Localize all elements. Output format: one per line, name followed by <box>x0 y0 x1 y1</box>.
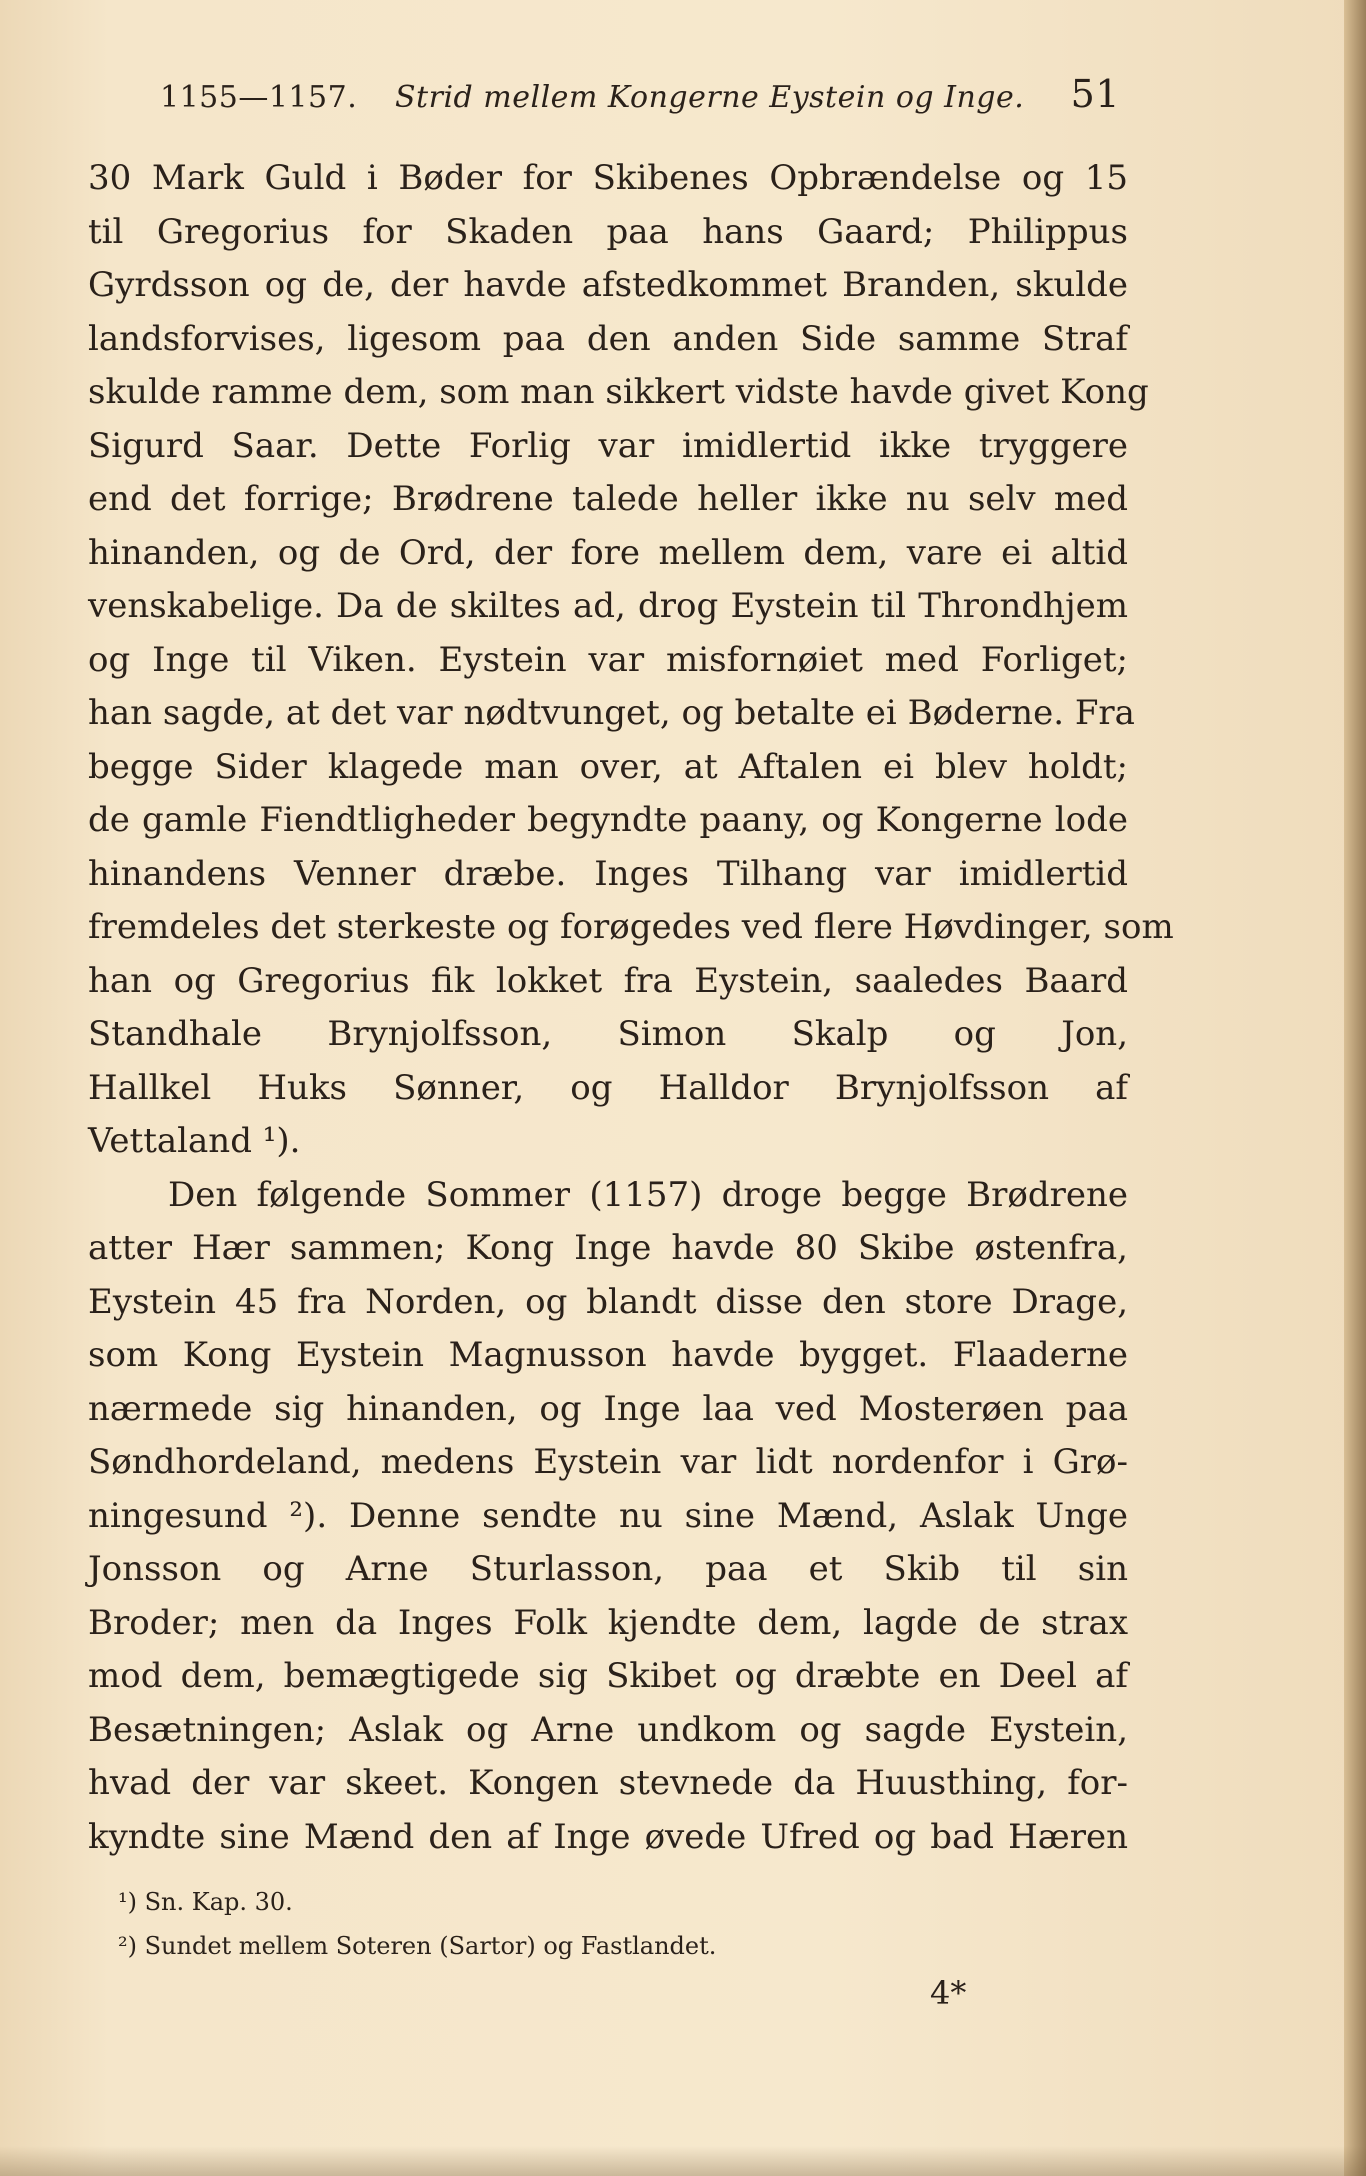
text-line: til Gregorius for Skaden paa hans Gaard; Philippus <box>88 211 1128 252</box>
text-line: Jonsson og Arne Sturlasson, paa et Skib til sin <box>88 1549 1128 1589</box>
text-line: fremdeles det sterkeste og forøgedes ved flere Høvdinger, som <box>88 907 1174 947</box>
page-bottom-shadow <box>0 2146 1366 2176</box>
running-header <box>160 72 1120 122</box>
text-line-paragraph-start: Den følgende Sommer (1157) droge begge Brødrene <box>168 1174 1128 1215</box>
text-line: mod dem, bemægtigede sig Skibet og dræbte en Deel af <box>88 1656 1128 1696</box>
body-text <box>88 152 1174 1864</box>
text-line: Sigurd Saar. Dette Forlig var imidlertid ikke tryggere <box>88 425 1128 466</box>
text-line: Gyrdsson og de, der havde afstedkommet Branden, skulde <box>88 265 1128 305</box>
text-line: Eystein 45 fra Norden, og blandt disse den store Drage, <box>88 1281 1128 1322</box>
text-line: skulde ramme dem, som man sikkert vidste havde givet Kong <box>88 372 1149 412</box>
footnote-1: ¹) Sn. Kap. 30. <box>118 1888 293 1916</box>
text-line: begge Sider klagede man over, at Aftalen ei blev holdt; <box>88 746 1128 787</box>
text-line: Besætningen; Aslak og Arne undkom og sagde Eystein, <box>88 1709 1128 1750</box>
text-line: end det forrige; Brødrene talede heller ikke nu selv med <box>88 479 1128 519</box>
text-line: 30 Mark Guld i Bøder for Skibenes Opbrændelse og 15 <box>88 158 1128 198</box>
text-line: Broder; men da Inges Folk kjendte dem, lagde de strax <box>88 1602 1128 1643</box>
text-line: Søndhordeland, medens Eystein var lidt nordenfor i Grø- <box>88 1442 1128 1482</box>
text-line: hinandens Venner dræbe. Inges Tilhang var imidlertid <box>88 853 1128 894</box>
text-line: de gamle Fiendtligheder begyndte paany, og Kongerne lode <box>88 800 1128 840</box>
header-year-range: 1155—1157. <box>160 80 358 115</box>
text-line: Hallkel Huks Sønner, og Halldor Brynjolfsson af <box>88 1067 1128 1108</box>
text-line: han og Gregorius fik lokket fra Eystein, saaledes Baard <box>88 960 1128 1001</box>
text-line: som Kong Eystein Magnusson havde bygget. Flaaderne <box>88 1335 1128 1375</box>
text-line: atter Hær sammen; Kong Inge havde 80 Skibe østenfra, <box>88 1228 1128 1268</box>
text-line: kyndte sine Mænd den af Inge øvede Ufred og bad Hæren <box>88 1816 1128 1857</box>
text-line: nærmede sig hinanden, og Inge laa ved Mosterøen paa <box>88 1388 1128 1429</box>
text-line: han sagde, at det var nødtvunget, og betalte ei Bøderne. Fra <box>88 693 1135 733</box>
header-title: Strid mellem Kongerne Eystein og Inge. <box>395 80 1025 115</box>
text-line: hvad der var skeet. Kongen stevnede da Huusthing, for- <box>88 1763 1128 1803</box>
text-line: Standhale Brynjolfsson, Simon Skalp og Jon, <box>88 1014 1128 1054</box>
footnote-2: ²) Sundet mellem Soteren (Sartor) og Fastlandet. <box>118 1932 717 1960</box>
text-line: landsforvises, ligesom paa den anden Side samme Straf <box>88 318 1128 359</box>
text-line: og Inge til Viken. Eystein var misfornøiet med Forliget; <box>88 639 1128 680</box>
text-line: ningesund ²). Denne sendte nu sine Mænd, Aslak Unge <box>88 1495 1128 1536</box>
signature-mark: 4* <box>930 1974 967 2012</box>
page-edge-shadow <box>1344 0 1366 2176</box>
page-number: 51 <box>1070 72 1120 116</box>
text-line: Vettaland ¹). <box>88 1121 301 1161</box>
text-line: hinanden, og de Ord, der fore mellem dem, vare ei altid <box>88 532 1128 573</box>
text-line: venskabelige. Da de skiltes ad, drog Eystein til Throndhjem <box>88 586 1128 626</box>
